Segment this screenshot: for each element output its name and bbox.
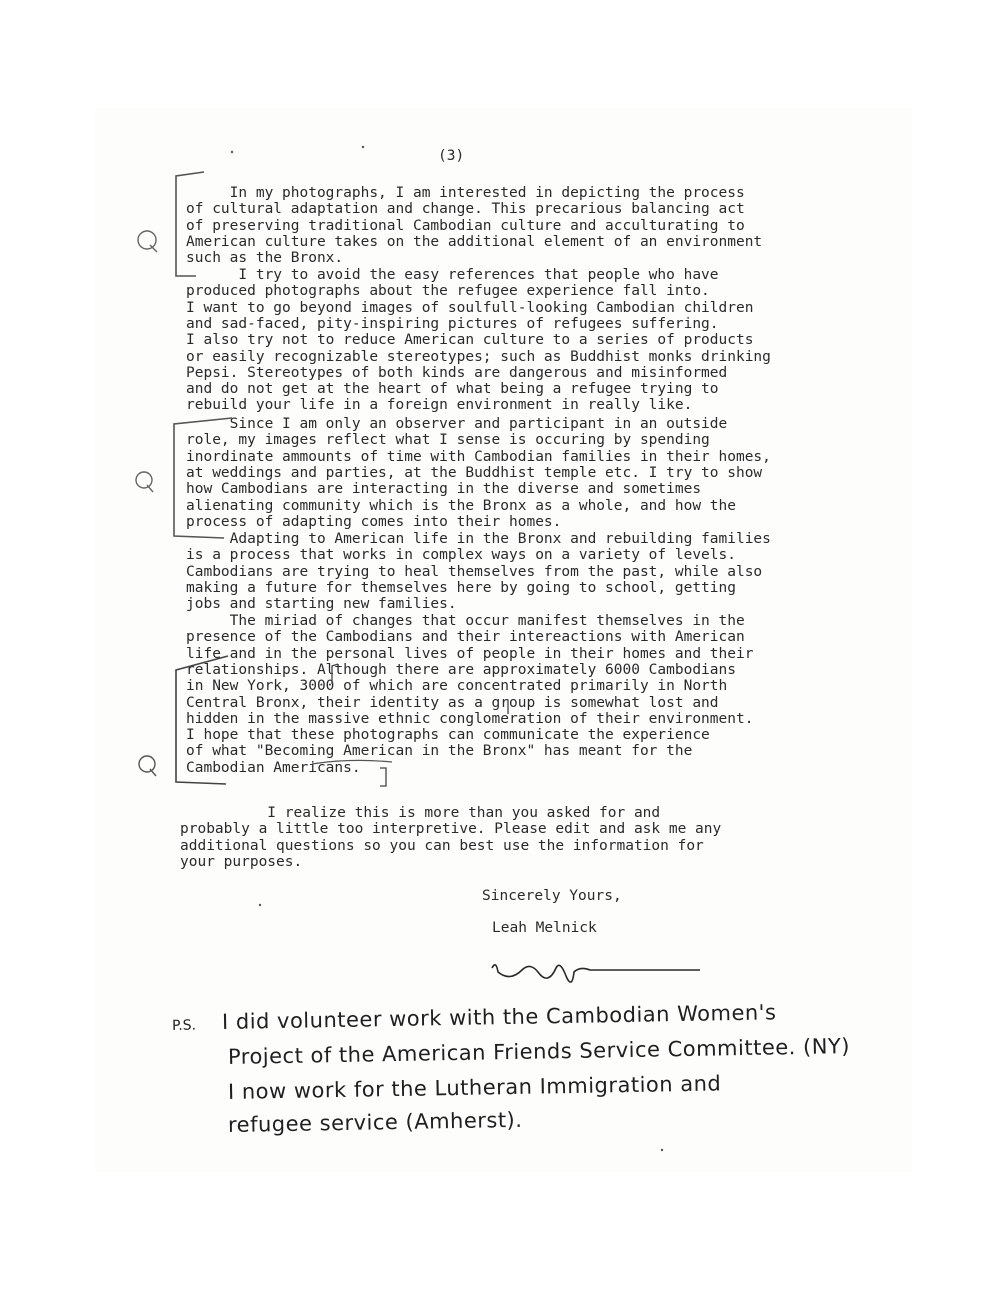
postscript-line: I now work for the Lutheran Immigration and — [227, 1071, 722, 1104]
text-line: or easily recognizable stereotypes; such as Buddhist monks drinking — [186, 348, 771, 365]
text-line: and sad-faced, pity-inspiring pictures of refugees suffering. — [186, 315, 719, 332]
text-line: making a future for themselves here by going to school, getting — [186, 579, 736, 596]
margin-mark-q-3 — [139, 756, 156, 776]
text-line: American culture takes on the additional element of an environment — [186, 233, 763, 250]
text-line: relationships. Although there are approximately 6000 Cambodians — [186, 661, 736, 678]
postscript-line: Project of the American Friends Service Committee. (NY) — [227, 1034, 851, 1069]
text-line: inordinate ammounts of time with Cambodian families in their homes, — [186, 448, 771, 465]
inline-bracket-close — [380, 768, 386, 786]
margin-mark-q-2 — [136, 472, 153, 492]
text-line: Since I am only an observer and participant in an outside — [186, 416, 728, 432]
text-line: I also try not to reduce American culture to a series of products — [186, 332, 754, 349]
text-line: Pepsi. Stereotypes of both kinds are dangerous and misinformed — [186, 364, 728, 381]
margin-bracket-1 — [176, 172, 204, 276]
text-line: presence of the Cambodians and their intereactions with American — [186, 629, 745, 646]
text-line: produced photographs about the refugee experience fall into. — [186, 283, 710, 300]
postscript-line: I did volunteer work with the Cambodian Women's — [221, 1000, 777, 1034]
text-line: In my photographs, I am interested in depicting the process — [186, 185, 745, 201]
text-line: I want to go beyond images of soulfull-looking Cambodian children — [186, 299, 754, 316]
signature — [492, 965, 700, 982]
text-line: how Cambodians are interacting in the diverse and sometimes — [186, 481, 702, 498]
text-line: is a process that works in complex ways on a variety of levels. — [186, 547, 736, 564]
postscript-line: refugee service (Amherst). — [227, 1107, 523, 1137]
text-line: Adapting to American life in the Bronx and rebuilding families — [186, 531, 771, 547]
text-line: I try to avoid the easy references that people who have — [186, 267, 719, 283]
margin-bracket-2 — [174, 418, 232, 538]
text-line: jobs and starting new families. — [186, 596, 457, 613]
text-line: in New York, 3000 of which are concentrated primarily in North — [186, 678, 728, 695]
text-line: role, my images reflect what I sense is occuring by spending — [186, 432, 710, 449]
underline-mark — [312, 760, 392, 764]
margin-mark-q-1 — [138, 231, 157, 252]
text-line: such as the Bronx. — [186, 250, 344, 267]
text-line: rebuild your life in a foreign environment in really like. — [186, 397, 693, 414]
text-line: hidden in the massive ethnic conglomeration of their environment. — [186, 710, 754, 727]
margin-bracket-3 — [176, 656, 228, 784]
text-line: Cambodians are trying to heal themselves from the past, while also — [186, 563, 763, 580]
closing-line: I realize this is more than you asked for and — [180, 805, 661, 821]
author-name: Leah Melnick — [492, 920, 597, 936]
sign-off: Sincerely Yours, — [482, 888, 622, 904]
text-line: of cultural adaptation and change. This precarious balancing act — [186, 201, 745, 218]
text-line: Cambodian Americans. — [186, 759, 361, 776]
text-line: of what "Becoming American in the Bronx" has meant for the — [186, 743, 693, 760]
text-line: process of adapting comes into their homes. — [186, 513, 562, 530]
inline-bracket-open — [332, 664, 338, 684]
text-line: of preserving traditional Cambodian culture and acculturating to — [186, 217, 745, 234]
text-line: and do not get at the heart of what being a refugee trying to — [186, 381, 719, 398]
text-line: Central Bronx, their identity as a group is somewhat lost and — [186, 694, 719, 711]
text-line: life and in the personal lives of people in their homes and their — [186, 645, 754, 662]
page-number: (3) — [438, 148, 465, 164]
text-line: I hope that these photographs can communicate the experience — [186, 727, 710, 744]
closing-line: probably a little too interpretive. Please edit and ask me any — [180, 821, 722, 838]
closing-line: your purposes. — [180, 853, 303, 870]
text-line: at weddings and parties, at the Buddhist temple etc. I try to show — [186, 464, 763, 481]
text-line: The miriad of changes that occur manifest themselves in the — [186, 613, 745, 629]
postscript-label: P.S. — [171, 1017, 197, 1034]
closing-line: additional questions so you can best use the information for — [180, 837, 704, 854]
text-line: alienating community which is the Bronx as a whole, and how the — [186, 497, 736, 514]
